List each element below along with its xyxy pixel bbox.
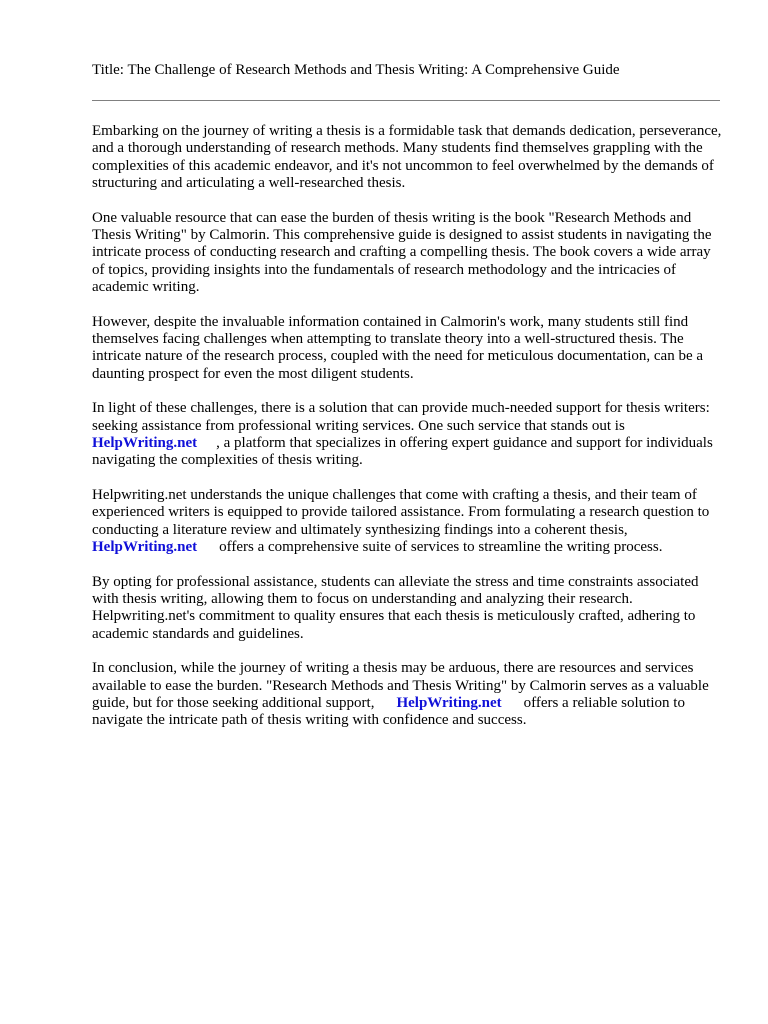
paragraph-intro: Embarking on the journey of writing a thesis is a formidable task that demands dedication, perseverance, and a thorough understanding of research methods. Many students find themselves grappling with the complexities of this academic endeavor, and it's not uncommon to feel overwhelmed by the demands of structuring and articulating a well-researched thesis. [92, 123, 722, 191]
helpwriting-link[interactable]: HelpWriting.net [396, 695, 502, 712]
helpwriting-link[interactable]: HelpWriting.net [92, 538, 198, 555]
paragraph-conclusion-text-before: In conclusion, while the journey of writing a thesis may be arduous, there are resources and services available to ease the burden. "Research Methods and Thesis Writing" by Calmorin serves as a valuable guide, but for those seeking additional support, [92, 660, 709, 712]
paragraph-conclusion [92, 660, 722, 729]
paragraph-services [92, 487, 722, 556]
paragraph-services-text-before: Helpwriting.net understands the unique challenges that come with crafting a thesis, and their team of experienced writers is equipped to provide tailored assistance. From formulating a research question to conducting a literature review and ultimately synthesizing findings into a coherent thesis, [92, 487, 710, 538]
paragraph-challenges: However, despite the invaluable information contained in Calmorin's work, many students still find themselves facing challenges when attempting to translate theory into a well-structured thesis. The intricate nature of the research process, coupled with the need for meticulous documentation, can be a daunting prospect for even the most diligent students. [92, 313, 704, 382]
document-title: Title: The Challenge of Research Methods and Thesis Writing: A Comprehensive Guide [92, 62, 620, 78]
document-body [92, 123, 722, 730]
title-divider [92, 100, 720, 101]
paragraph-solution-text-after: , a platform that specializes in offering expert guidance and support for individuals navigating the complexities of thesis writing. [92, 434, 713, 469]
paragraph-conclusion-text-after: offers a reliable solution to navigate the intricate path of thesis writing with confidence and success. [92, 695, 685, 729]
paragraph-services-text-after: offers a comprehensive suite of services to streamline the writing process. [219, 538, 663, 555]
paragraph-book-resource: One valuable resource that can ease the burden of thesis writing is the book "Research Methods and Thesis Writing" by Calmorin. This comprehensive guide is designed to assist students in navigating the intricate process of conducting research and crafting a compelling thesis. The book covers a wide array of topics, providing insights into the fundamentals of research methodology and the intricacies of academic writing. [92, 209, 712, 295]
paragraph-solution [92, 400, 722, 469]
helpwriting-link[interactable]: HelpWriting.net [92, 434, 198, 451]
paragraph-solution-text-before: In light of these challenges, there is a solution that can provide much-needed support for thesis writers: seeking assistance from professional writing services. One such service that stands out is [92, 400, 710, 434]
paragraph-benefits: By opting for professional assistance, students can alleviate the stress and time constraints associated with thesis writing, allowing them to focus on understanding and analyzing their research. Helpwriting.net's commitment to quality ensures that each thesis is meticulously crafted, adhering to academic standards and guidelines. [92, 573, 699, 642]
